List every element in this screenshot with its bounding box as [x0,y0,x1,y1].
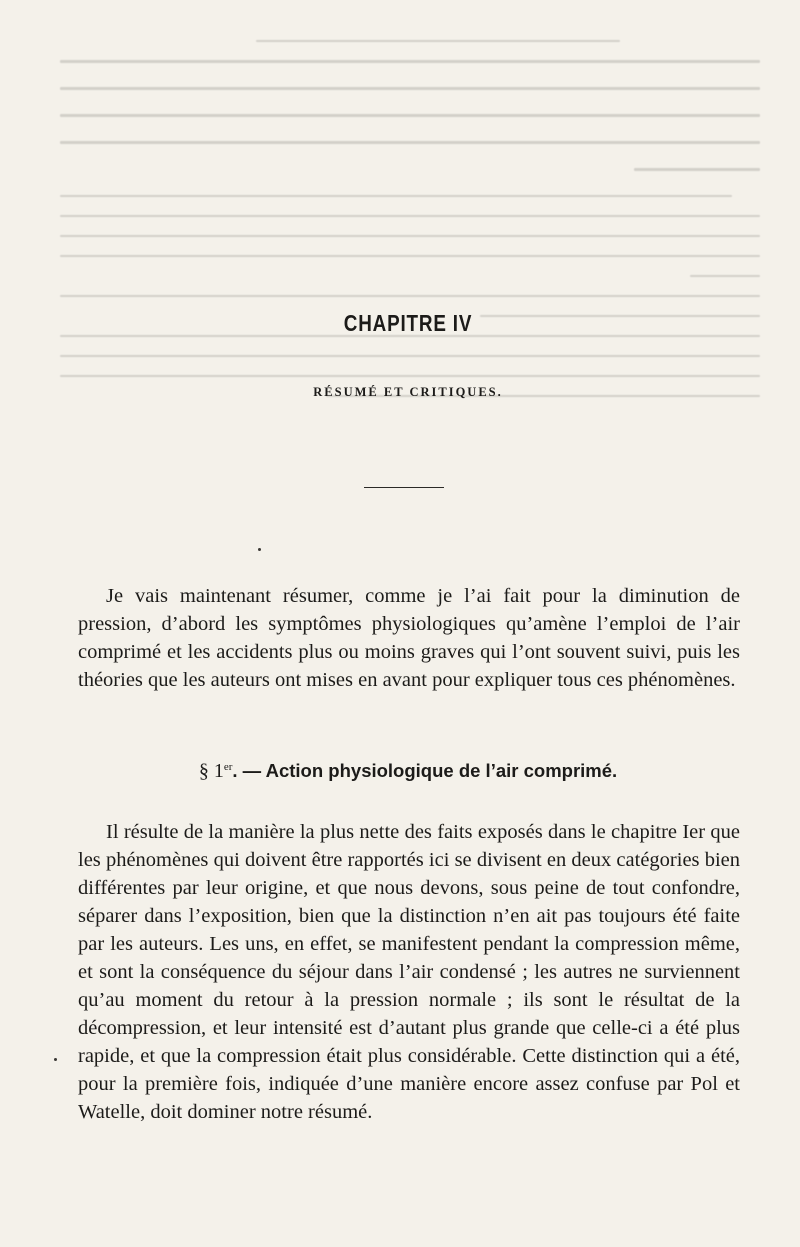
chapter-title: CHAPITRE IV [343,310,473,336]
ink-speck [54,1058,57,1061]
section-number-superscript: er [223,760,233,773]
section-number: § 1 [198,760,224,782]
section-paragraph: Il résulte de la manière la plus nette des faits exposés dans le chapitre Ier que les phénomènes qui doivent être rapportés ici se divisent en deux catégories bien différentes par leur origine, et que nous devons, sous peine de tout confondre, séparer dans l’exposition, bien que la distinction n’en ait pas toujours été faite par les auteurs. Les uns, en effet, se manifestent pendant la compression même, et sont la conséquence du séjour dans l’air condensé ; les autres ne surviennent qu’au moment du retour à la pression normale ; ils sont le résultat de la décompression, et leur intensité est d’autant plus grande que celle-ci a été plus rapide, et que la compression était plus considérable. Cette distinction qui a été, pour la première fois, indiquée d’une manière encore assez confuse par Pol et Watelle, doit dominer notre résumé. [78,821,740,1123]
intro-paragraph: Je vais maintenant résumer, comme je l’ai fait pour la diminution de pression, d’abord les symptômes physiologiques qu’amène l’emploi de l’air comprimé et les accidents plus ou moins graves qui l’ont souvent suivi, puis les théories que les auteurs ont mises en avant pour expliquer tous ces phénomènes. [78,585,740,691]
section-title: . — Action physiologique de l’air comprimé. [232,760,618,781]
ink-speck [258,548,261,551]
section-divider [364,487,444,488]
section-heading [78,760,738,783]
chapter-subtitle: RÉSUMÉ ET CRITIQUES. [313,385,503,399]
